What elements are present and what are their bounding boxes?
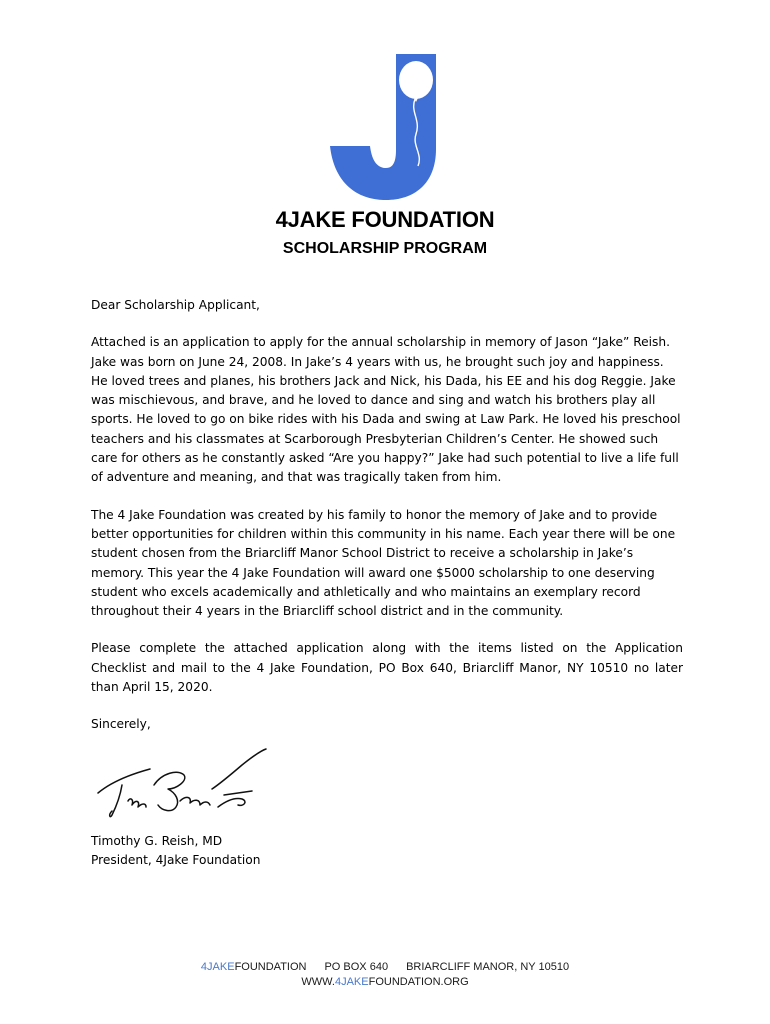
- signer-block: [91, 832, 260, 871]
- signer-title: President, 4Jake Foundation: [91, 853, 261, 868]
- footer: [0, 960, 770, 990]
- handwritten-signature: [92, 745, 272, 823]
- footer-city: BRIARCLIFF MANOR, NY 10510: [406, 961, 570, 973]
- letter-body: [91, 296, 683, 753]
- program-title: SCHOLARSHIP PROGRAM: [282, 240, 488, 257]
- signer-name: Timothy G. Reish, MD: [91, 834, 223, 848]
- paragraph-about-jake: Attached is an application to apply for the annual scholarship in memory of Jason “Jake” Reish. Jake was born on June 24, 2008. In Jake’s 4 years with us, he brought such joy and happiness. He loved trees and planes, his brothers Jack and Nick, his Dada, his EE and his dog Reggie. Jake was mischievous, and brave, and he loved to dance and sing and watch his brothers play all sports. He loved to go on bike rides with his Dada and swing at Law Park. He loved his preschool teachers and his classmates at Scarborough Presbyterian Children’s Center. He showed such care for others as he constantly asked “Are you happy?” Jake had such potential to live a life full of adventure and meaning, and that was tragically taken from him.: [91, 335, 681, 485]
- footer-web-suffix: FOUNDATION.ORG: [368, 976, 469, 988]
- paragraph-foundation: The 4 Jake Foundation was created by his family to honor the memory of Jake and to provide better opportunities for children within this community in his name. Each year there will be one student chosen from the Briarcliff Manor School District to receive a scholarship in Jake’s memory. This year the 4 Jake Foundation will award one $5000 scholarship to one deserving student who excels academically and athletically and who maintains an exemplary record throughout their 4 years in the Briarcliff school district and in the community.: [91, 507, 676, 619]
- footer-org-accent: 4JAKE: [200, 961, 235, 973]
- footer-org: FOUNDATION: [234, 961, 307, 973]
- footer-address-line: [0, 960, 770, 975]
- footer-po-box: PO BOX 640: [324, 961, 389, 973]
- footer-website[interactable]: [0, 975, 770, 990]
- footer-web-prefix: WWW.: [301, 976, 335, 988]
- paragraph-instructions: Please complete the attached application along with the items listed on the Application Checklist and mail to the 4 Jake Foundation, PO Box 640, Briarcliff Manor, NY 10510 no later than April 15, 2020.: [91, 641, 683, 695]
- organization-title: 4JAKE FOUNDATION: [275, 207, 495, 232]
- salutation: Dear Scholarship Applicant,: [91, 298, 260, 312]
- closing: Sincerely,: [91, 717, 151, 732]
- footer-web-accent: 4JAKE: [334, 976, 369, 988]
- j-balloon-logo-icon: [326, 54, 446, 204]
